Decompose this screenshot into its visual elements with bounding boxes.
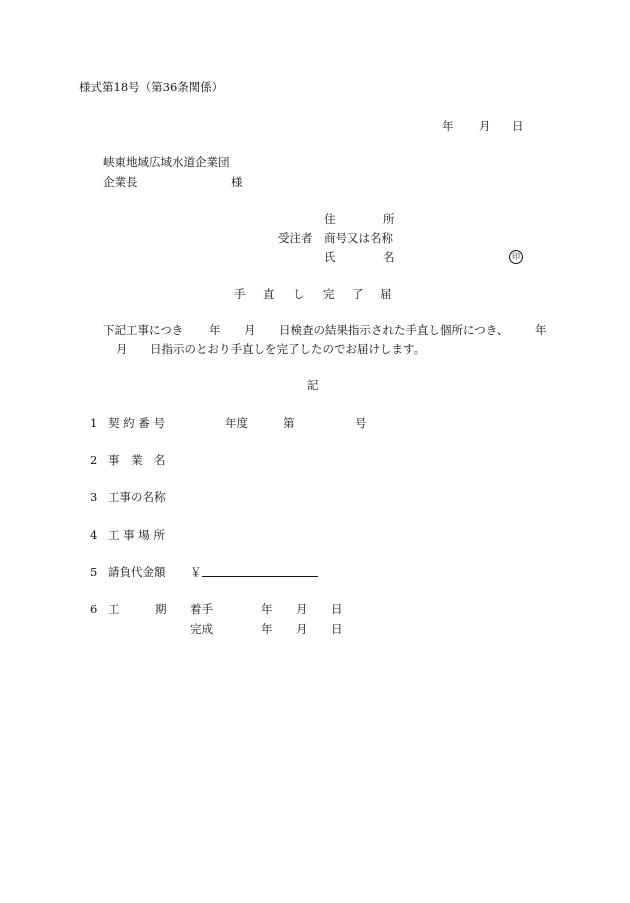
title-char: 届 xyxy=(380,287,392,301)
date-year: 年 xyxy=(442,119,454,133)
item-label-b: 期 xyxy=(155,602,167,616)
item-number: 1 xyxy=(90,416,98,430)
body-line1-year2: 年 xyxy=(535,323,547,337)
address-label-1: 住 xyxy=(324,212,336,226)
date-day: 日 xyxy=(512,119,524,133)
end-label: 完成 xyxy=(190,622,213,636)
addressee-title: 企業長 xyxy=(103,175,138,189)
start-label: 着手 xyxy=(190,602,213,616)
start-year: 年 xyxy=(261,602,273,616)
addressee-org: 峡東地域広域水道企業団 xyxy=(103,155,230,169)
body-line1-a: 下記工事につき xyxy=(103,323,184,337)
name-label-2: 名 xyxy=(383,250,395,264)
end-month: 月 xyxy=(296,622,308,636)
start-month: 月 xyxy=(296,602,308,616)
item-number: 5 xyxy=(90,565,98,579)
body-line1-b: 日検査の結果指示された手直し個所につき、 xyxy=(279,323,509,337)
body-line1-month: 月 xyxy=(244,323,256,337)
seal-mark: 印 xyxy=(509,250,523,264)
item-number: 3 xyxy=(90,490,98,504)
title-char: 手 xyxy=(234,287,246,301)
address-label-2: 所 xyxy=(383,212,395,226)
form-label: 様式第18号（第36条関係） xyxy=(79,80,224,94)
item-number: 2 xyxy=(90,453,98,467)
contract-go: 号 xyxy=(355,416,367,430)
ki-label: 記 xyxy=(307,378,319,392)
currency-symbol: ￥ xyxy=(190,565,202,579)
title-char: 了 xyxy=(352,287,364,301)
name-label-1: 氏 xyxy=(324,250,336,264)
item-label: 事 業 名 xyxy=(108,453,166,467)
contract-dai: 第 xyxy=(283,416,295,430)
item-label: 契 約 番 号 xyxy=(108,416,165,430)
item-number: 6 xyxy=(90,602,98,616)
item-label: 工 事 場 所 xyxy=(108,528,165,542)
item-label: 工事の名称 xyxy=(108,490,166,504)
date-month: 月 xyxy=(479,119,491,133)
item-label-a: 工 xyxy=(108,602,120,616)
amount-underline xyxy=(202,576,318,577)
body-line1-year: 年 xyxy=(209,323,221,337)
body-line2-b: 日指示のとおり手直しを完了したのでお届けします。 xyxy=(150,342,426,356)
company-label: 商号又は名称 xyxy=(324,231,393,245)
item-label: 請負代金額 xyxy=(108,565,166,579)
item-number: 4 xyxy=(90,528,98,542)
title-char: し xyxy=(293,287,305,301)
end-day: 日 xyxy=(331,622,343,636)
role-label: 受注者 xyxy=(278,231,313,245)
addressee-honorific: 様 xyxy=(231,175,243,189)
title-char: 完 xyxy=(323,287,335,301)
start-day: 日 xyxy=(331,602,343,616)
end-year: 年 xyxy=(261,622,273,636)
body-line2-month: 月 xyxy=(116,342,128,356)
title-char: 直 xyxy=(263,287,275,301)
contract-fiscal-year: 年度 xyxy=(225,416,248,430)
